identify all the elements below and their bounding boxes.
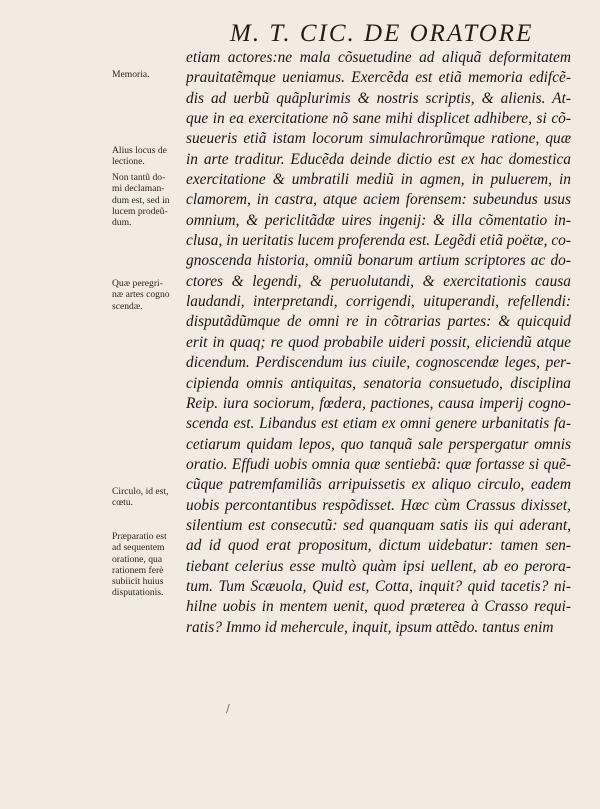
marginal-note-line: Memoria. [112, 69, 150, 80]
marginal-note-line: lectione. [112, 156, 145, 168]
marginal-note-line: Non tantũ do- [112, 172, 166, 183]
marginal-note-non-tantum [112, 172, 170, 228]
text-line: cetiarum quidam lepos, quo tanquã sale perspergatur omnis [186, 435, 571, 453]
marginal-note-praeparatio [112, 531, 167, 599]
text-line: tum. Tum Scæuola, Quid est, Cotta, inquit? quid tacetis? ni- [186, 577, 571, 595]
text-line: que in ea exercitatione nõ sane mihi displicet adhibere, si cõ- [186, 110, 571, 128]
text-line: silentium est consecutũ: sed quanquam satis iis qui aderant, [186, 516, 571, 534]
marginal-note-circulo [112, 486, 169, 509]
marginal-note-line: Alius locus de [112, 145, 167, 156]
marginal-note-line: ad sequentem [112, 542, 165, 554]
text-line: uobis percontantibus respõdisset. Hæc cùm Crassus dixisset, [186, 496, 571, 514]
marginal-note-line: mi declaman- [112, 183, 165, 195]
text-line: Reip. iura sociorum, fœdera, pactiones, causa imperij cogno- [186, 394, 571, 412]
text-line: scenda est. Libandus est etiam ex omni genere urbanitatis fa- [186, 415, 571, 433]
marginal-note-line: næ artes cogno [112, 289, 170, 301]
marginal-note-line: oratione, qua [112, 553, 163, 565]
text-line: oratio. Effudi uobis omnia quæ sentiebã: quæ fortasse si quẽ- [186, 455, 571, 473]
marginal-note-quae-peregrinae [112, 278, 170, 312]
text-line: cũque patremfamiliãs arripuissetis ex aliquo circulo, eadem [186, 476, 571, 494]
running-header: M. T. CIC. DE ORATORE [230, 20, 534, 47]
marginal-note-line: rationem ferè [112, 564, 164, 576]
main-text-block [186, 48, 571, 638]
text-line: exercitatione & umbratili mediũ in agmen, in puluerem, in [186, 171, 571, 189]
text-line: dicendum. Perdiscendum ius ciuile, cognoscendæ leges, per- [186, 354, 571, 372]
marginal-note-memoria [112, 69, 150, 80]
marginal-note-line: scendæ. [112, 300, 143, 312]
text-line: gnoscenda historia, omniũ bonarum artium scriptores ac do- [186, 252, 571, 270]
text-line: clamorem, in castra, atque aciem forensem: subeundus usus [186, 191, 571, 209]
marginal-note-line: Circulo, id est, [112, 486, 169, 497]
text-line: ctores & legendi, & peruolutandi, & exercitationis causa [186, 272, 571, 290]
ink-speck: / [226, 702, 230, 715]
marginal-note-line: cœtu. [112, 497, 134, 509]
text-line: ratis? Immo id mehercule, inquit, ipsum attẽdo. tantus enim [186, 618, 554, 636]
text-line: etiam actores:ne mala cõsuetudine ad aliquã deformitatem [186, 49, 571, 66]
marginal-note-line: dum est, sed in [112, 194, 170, 206]
marginal-note-line: dum. [112, 217, 132, 229]
marginal-note-alius-locus [112, 145, 167, 168]
text-line: omnium, & periclitãdæ uires ingenij: & illa cõmentatio in- [186, 211, 571, 229]
text-line: erit in quaq; re quod probabile uideri possit, eliciendũ atque [186, 333, 571, 351]
text-line: cipienda omnis antiquitas, senatoria consuetudo, disciplina [186, 374, 571, 392]
marginal-note-line: lucem prodeũ- [112, 205, 168, 217]
text-line: laudandi, interpretandi, corrigendi, uituperandi, refellendi: [186, 293, 571, 311]
marginal-note-line: Quæ peregri- [112, 278, 163, 289]
text-line: sueueris etiã istam locorum simulachrorũmque ratione, quæ [186, 130, 571, 148]
text-line: in arte traditur. Educẽda deinde dictio est ex hac domestica [186, 150, 571, 168]
text-line: disputãdũmque de omni re in cõtrarias partes: & quicquid [186, 313, 571, 331]
text-line: dis ad uerbũ quãplurimis & nostris scriptis, & alienis. At- [186, 89, 571, 107]
text-line: tiebant celerius esse multò quàm ipsi uellent, ab eo perora- [186, 557, 571, 575]
marginal-note-line: subiicit huius [112, 576, 164, 588]
marginal-note-line: Præparatio est [112, 531, 167, 542]
marginal-note-line: disputationis. [112, 587, 164, 599]
text-line: clusa, in ueritatis lucem proferenda est. Legẽdi etiã poëtæ, co- [186, 232, 571, 250]
text-line: ad id quod erat propositum, dictum uidebatur: tamen sen- [186, 537, 571, 555]
text-line: prauitatẽmque ueniamus. Exercẽda est etiã memoria edifcẽ- [186, 69, 571, 87]
text-line: hilne uobis in mentem uenit, quod præterea à Crasso requi- [186, 598, 571, 616]
